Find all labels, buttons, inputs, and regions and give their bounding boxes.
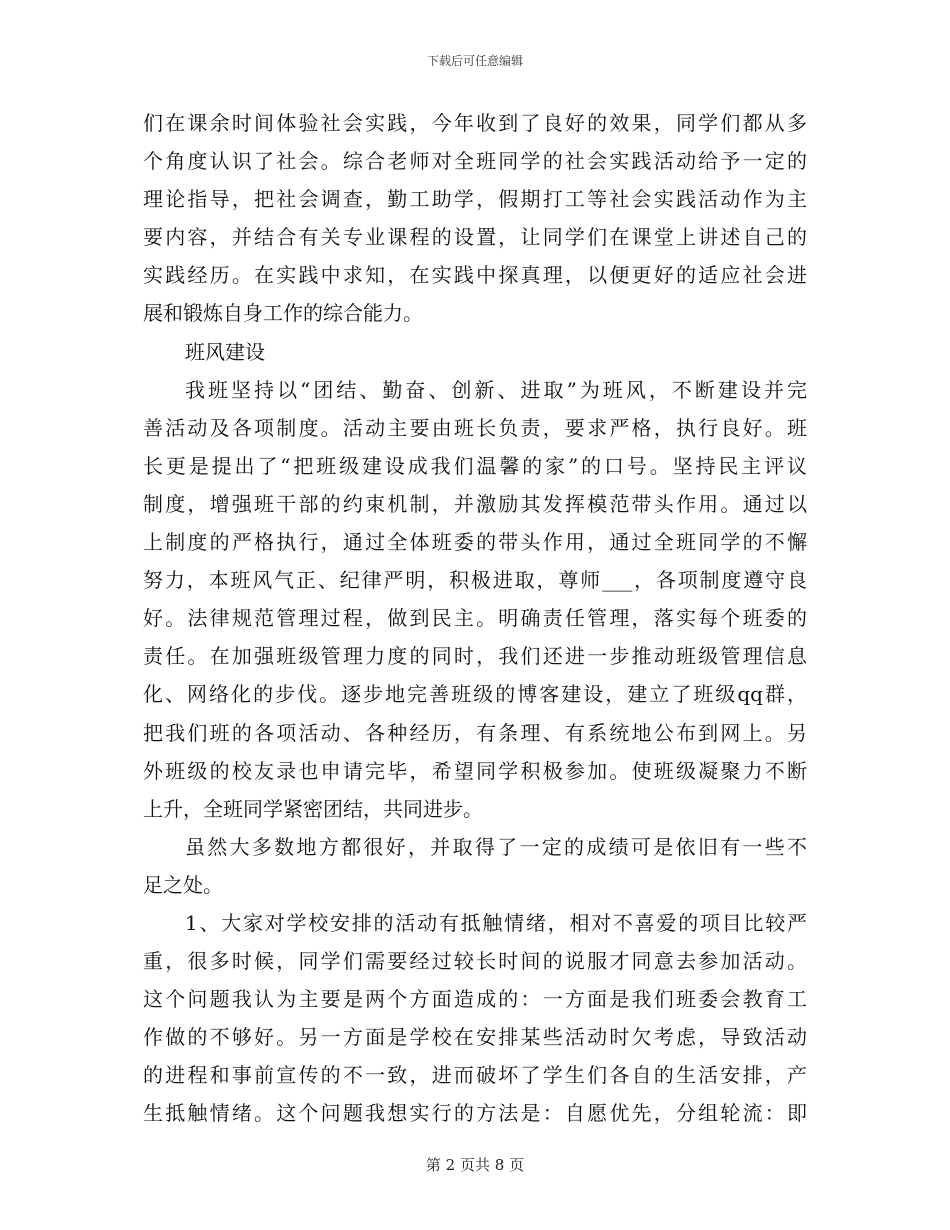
body-line: 长更是提出了“把班级建设成我们温馨的家”的口号。坚持民主评议 <box>143 453 807 478</box>
document-body <box>143 104 807 1133</box>
body-line: 生抵触情绪。这个问题我想实行的方法是：自愿优先，分组轮流：即 <box>143 1101 807 1126</box>
body-line: 这个问题我认为主要是两个方面造成的：一方面是我们班委会教育工 <box>143 987 807 1012</box>
body-line: 责任。在加强班级管理力度的同时，我们还进一步推动班级管理信息 <box>143 644 807 669</box>
body-line: 实践经历。在实践中求知，在实践中探真理，以便更好的适应社会进 <box>143 263 807 288</box>
body-line: 要内容，并结合有关专业课程的设置，让同学们在课堂上讲述自己的 <box>143 225 807 250</box>
body-line: 外班级的校友录也申请完毕，希望同学积极参加。使班级凝聚力不断 <box>143 758 807 783</box>
body-line: 个角度认识了社会。综合老师对全班同学的社会实践活动给予一定的 <box>143 149 807 174</box>
body-line: 作做的不够好。另一方面是学校在安排某些活动时欠考虑，导致活动 <box>143 1025 807 1050</box>
body-line: 展和锻炼自身工作的综合能力。 <box>143 301 423 326</box>
body-line: 理论指导，把社会调查，勤工助学，假期打工等社会实践活动作为主 <box>143 187 807 212</box>
body-line: 们在课余时间体验社会实践，今年收到了良好的效果，同学们都从多 <box>143 111 807 135</box>
body-line: 制度，增强班干部的约束机制，并激励其发挥模范带头作用。通过以 <box>143 491 807 516</box>
body-line: 上升，全班同学紧密团结，共同进步。 <box>143 796 483 821</box>
body-line: 上制度的严格执行，通过全体班委的带头作用，通过全班同学的不懈 <box>143 530 807 555</box>
body-line: 把我们班的各项活动、各种经历，有条理、有系统地公布到网上。另 <box>143 720 807 745</box>
page-number: 第 2 页共 8 页 <box>425 1156 525 1174</box>
body-line: 化、网络化的步伐。逐步地完善班级的博客建设，建立了班级qq群， <box>143 682 807 707</box>
body-line: 足之处。 <box>143 872 223 897</box>
body-line: 善活动及各项制度。活动主要由班长负责，要求严格，执行良好。班 <box>143 415 807 440</box>
body-line: 努力，本班风气正、纪律严明，积极进取，尊师___，各项制度遵守良 <box>143 568 807 593</box>
list-item-line: 1、大家对学校安排的活动有抵触情绪，相对不喜爱的项目比较严 <box>185 910 807 935</box>
header-note: 下载后可任意编辑 <box>426 54 523 68</box>
body-line: 好。法律规范管理过程，做到民主。明确责任管理，落实每个班委的 <box>143 606 807 631</box>
body-line: 重，很多时候，同学们需要经过较长时间的说服才同意去参加活动。 <box>143 949 807 974</box>
body-line: 的进程和事前宣传的不一致，进而破坏了学生们各自的生活安排，产 <box>143 1063 807 1088</box>
body-line: 虽然大多数地方都很好，并取得了一定的成绩可是依旧有一些不 <box>185 834 807 859</box>
body-line: 我班坚持以“团结、勤奋、创新、进取”为班风，不断建设并完 <box>185 377 807 402</box>
section-heading: 班风建设 <box>185 339 265 364</box>
